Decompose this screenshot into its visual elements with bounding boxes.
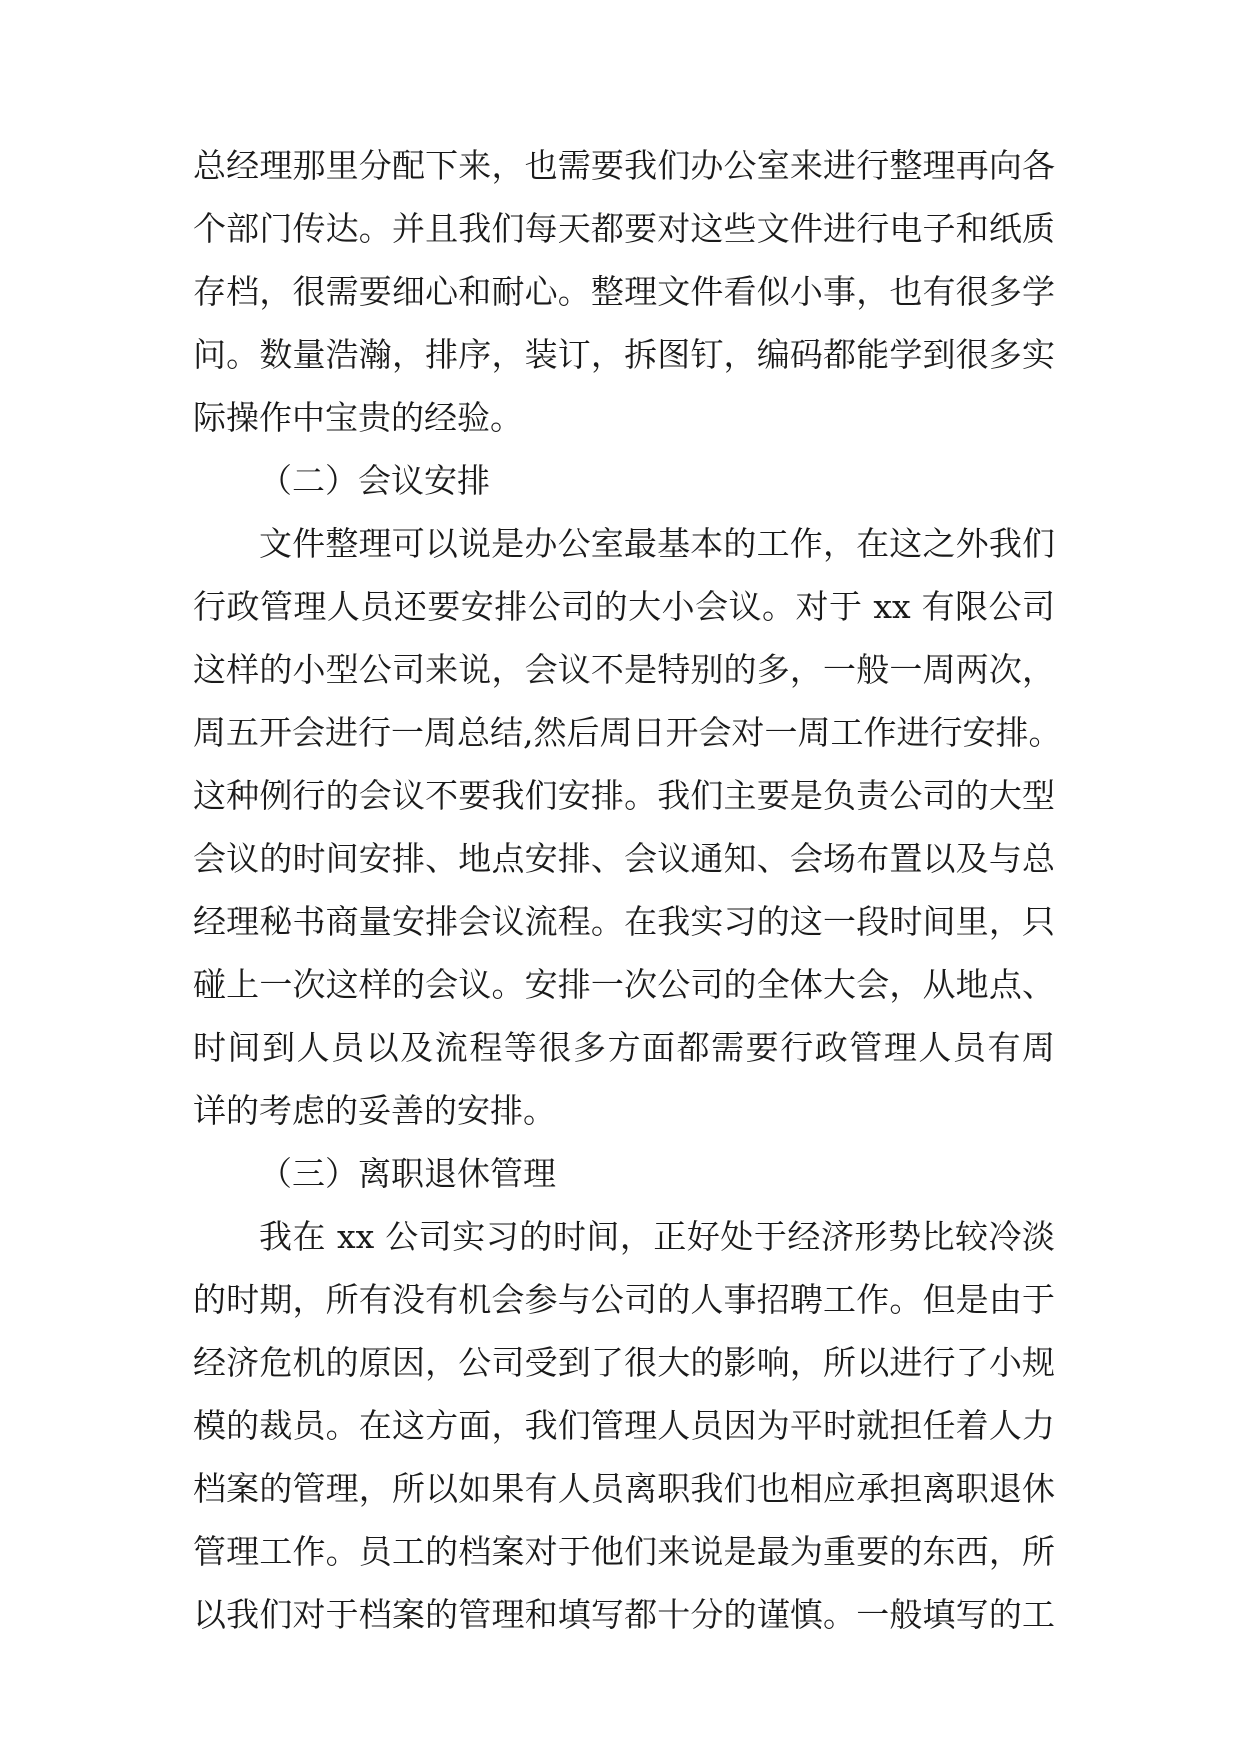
paragraph-1-line: 存档，很需要细心和耐心。整理文件看似小事，也有很多学 (193, 272, 1055, 311)
paragraph-2-line: 碰上一次这样的会议。安排一次公司的全体大会，从地点、 (193, 965, 1055, 1004)
paragraph-3-line: 以我们对于档案的管理和填写都十分的谨慎。一般填写的工 (193, 1595, 1055, 1634)
section-heading-3 (193, 1142, 1055, 1205)
paragraph-2-line: 会议的时间安排、地点安排、会议通知、会场布置以及与总 (193, 839, 1055, 878)
paragraph-2-line: 这样的小型公司来说，会议不是特别的多，一般一周两次， (193, 650, 1055, 689)
paragraph-1 (193, 134, 1055, 449)
paragraph-3-line: 经济危机的原因，公司受到了很大的影响，所以进行了小规 (193, 1343, 1055, 1382)
paragraph-1-line: 总经理那里分配下来，也需要我们办公室来进行整理再向各 (193, 146, 1055, 185)
paragraph-2 (193, 512, 1062, 1142)
paragraph-1-line: 个部门传达。并且我们每天都要对这些文件进行电子和纸质 (193, 209, 1055, 248)
paragraph-3-line: 的时期，所有没有机会参与公司的人事招聘工作。但是由于 (193, 1280, 1055, 1319)
paragraph-3-line: 我在 xx 公司实习的时间，正好处于经济形势比较冷淡 (259, 1217, 1055, 1256)
section-heading-2-text: （二）会议安排 (259, 461, 490, 500)
section-heading-3-text: （三）离职退休管理 (259, 1154, 556, 1193)
paragraph-2-line: 周五开会进行一周总结,然后周日开会对一周工作进行安排。 (193, 713, 1062, 752)
paragraph-3-line: 档案的管理，所以如果有人员离职我们也相应承担离职退休 (193, 1469, 1055, 1508)
paragraph-2-line: 经理秘书商量安排会议流程。在我实习的这一段时间里，只 (193, 902, 1055, 941)
paragraph-3-line: 管理工作。员工的档案对于他们来说是最为重要的东西，所 (193, 1532, 1055, 1571)
paragraph-3-line: 模的裁员。在这方面，我们管理人员因为平时就担任着人力 (193, 1406, 1055, 1445)
paragraph-2-line: 文件整理可以说是办公室最基本的工作，在这之外我们 (259, 524, 1055, 563)
paragraph-2-line: 这种例行的会议不要我们安排。我们主要是负责公司的大型 (193, 776, 1055, 815)
section-heading-2 (193, 449, 1055, 512)
paragraph-2-line: 详的考虑的妥善的安排。 (193, 1091, 556, 1130)
paragraph-1-line: 问。数量浩瀚，排序，装订，拆图钉，编码都能学到很多实 (193, 335, 1055, 374)
paragraph-3 (193, 1205, 1055, 1646)
paragraph-2-line: 行政管理人员还要安排公司的大小会议。对于 xx 有限公司 (193, 587, 1055, 626)
paragraph-1-line: 际操作中宝贵的经验。 (193, 398, 523, 437)
paragraph-2-line: 时间到人员以及流程等很多方面都需要行政管理人员有周 (193, 1028, 1055, 1067)
